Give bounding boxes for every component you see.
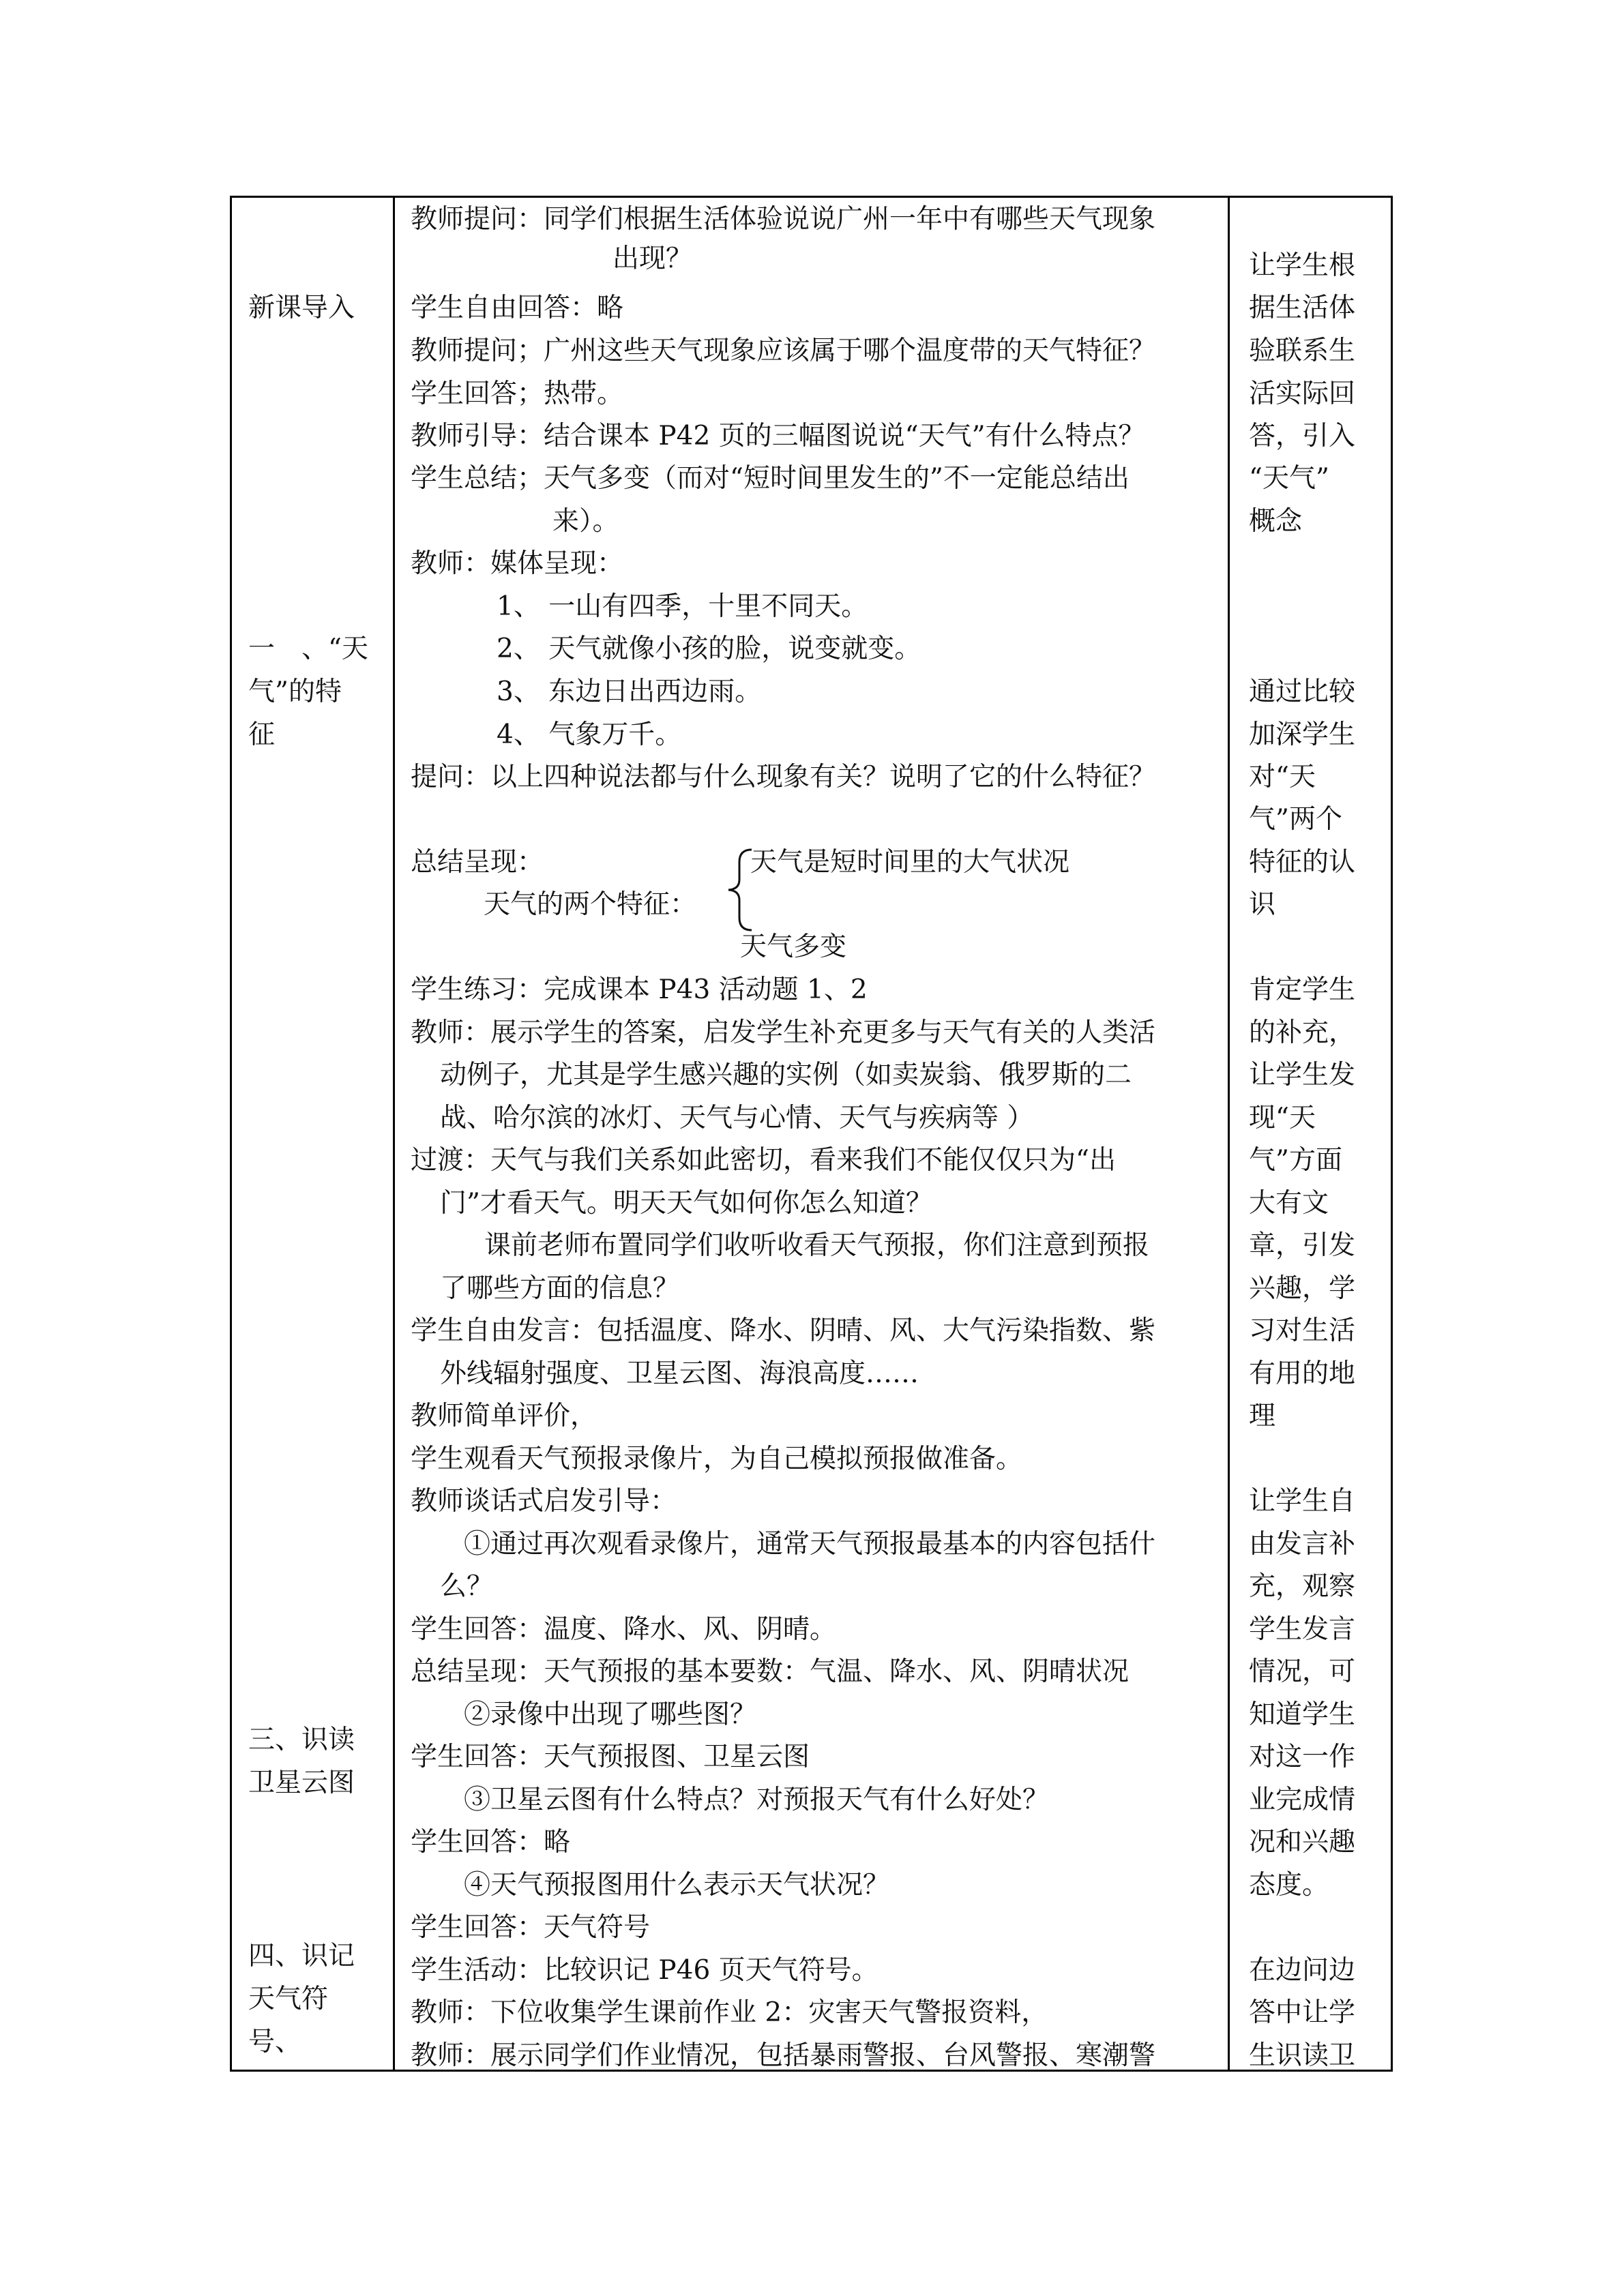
- intent-line: 加深学生: [1249, 719, 1356, 750]
- intent-line: 在边问边: [1249, 1955, 1356, 1986]
- stage-heading: 号、: [248, 2027, 302, 2057]
- intent-line: 业完成情: [1249, 1785, 1356, 1815]
- activity-line: 么？: [440, 1571, 494, 1602]
- intent-line: 肯定学生: [1249, 974, 1356, 1005]
- list-item: 3、 东边日出西边雨。: [497, 676, 762, 707]
- activity-line: 门”才看天气。明天天气如何你怎么知道？: [440, 1188, 932, 1219]
- stage-heading: 新课导入: [248, 293, 355, 323]
- intent-line: 充，观察: [1249, 1571, 1356, 1602]
- activity-line: 教师：展示学生的答案，启发学生补充更多与天气有关的人类活: [411, 1017, 1156, 1048]
- activity-line: 总结呈现：天气预报的基本要数：气温、降水、风、阴晴状况: [411, 1656, 1130, 1687]
- intent-line: 对“天: [1249, 762, 1316, 792]
- activity-line: 教师：媒体呈现：: [411, 548, 624, 579]
- activity-line: 教师简单评价，: [411, 1401, 597, 1431]
- activity-line: 提问：以上四种说法都与什么现象有关？说明了它的什么特征？: [411, 762, 1156, 792]
- intent-line: 据生活体: [1249, 293, 1356, 323]
- intent-line: 大有文: [1249, 1188, 1329, 1219]
- curly-brace-icon: [718, 846, 758, 934]
- activity-line: 教师提问；广州这些天气现象应该属于哪个温度带的天气特征？: [411, 336, 1156, 366]
- intent-line: 兴趣，学: [1249, 1273, 1356, 1304]
- intent-line: 有用的地: [1249, 1358, 1356, 1389]
- stage-heading: 三、识读: [248, 1725, 355, 1755]
- column-divider-1: [393, 198, 395, 2070]
- list-item: 2、 天气就像小孩的脸，说变就变。: [497, 633, 921, 664]
- stage-heading: 天气符: [248, 1984, 329, 2014]
- intent-line: 气”方面: [1249, 1145, 1342, 1176]
- intent-line: 让学生自: [1249, 1486, 1356, 1517]
- intent-line: 生识读卫: [1249, 2040, 1356, 2071]
- activity-line: 教师提问：同学们根据生活体验说说广州一年中有哪些天气现象: [411, 204, 1156, 235]
- activity-line: 课前老师布置同学们收听收看天气预报，你们注意到预报: [484, 1230, 1150, 1261]
- activity-line: 来）。: [552, 506, 619, 537]
- activity-line: 外线辐射强度、卫星云图、海浪高度……: [440, 1358, 919, 1389]
- activity-line: 学生观看天气预报录像片，为自己模拟预报做准备。: [411, 1444, 1023, 1474]
- activity-line: 教师：下位收集学生课前作业 2：灾害天气警报资料，: [411, 1997, 1048, 2028]
- intent-line: 让学生根: [1249, 250, 1356, 281]
- intent-line: 学生发言: [1249, 1614, 1356, 1645]
- intent-line: 情况，可: [1249, 1656, 1356, 1687]
- stage-heading: 气”的特: [248, 676, 342, 707]
- intent-line: 章，引发: [1249, 1230, 1356, 1261]
- intent-line: 现“天: [1249, 1103, 1316, 1133]
- intent-line: 特征的认: [1249, 847, 1356, 878]
- brace-label: 天气的两个特征：: [484, 889, 697, 920]
- activity-line: 教师引导：结合课本 P42 页的三幅图说说“天气”有什么特点？: [411, 421, 1145, 451]
- activity-line: 过渡：天气与我们关系如此密切，看来我们不能仅仅只为“出: [411, 1145, 1116, 1176]
- intent-line: 答，引入: [1249, 421, 1356, 451]
- stage-heading: 卫星云图: [248, 1768, 355, 1798]
- intent-line: 验联系生: [1249, 336, 1356, 366]
- activity-line: 教师谈话式启发引导：: [411, 1486, 677, 1517]
- activity-line: 学生自由发言：包括温度、降水、阴晴、风、大气污染指数、紫: [411, 1315, 1156, 1346]
- activity-line: ②录像中出现了哪些图？: [464, 1699, 757, 1730]
- activity-line: 学生自由回答：略: [411, 293, 624, 323]
- activity-line: ①通过再次观看录像片，通常天气预报最基本的内容包括什: [464, 1529, 1156, 1560]
- intent-line: 知道学生: [1249, 1699, 1356, 1730]
- intent-line: 活实际回: [1249, 378, 1356, 409]
- intent-line: 由发言补: [1249, 1529, 1356, 1560]
- intent-line: 况和兴趣: [1249, 1827, 1356, 1858]
- intent-line: 识: [1249, 889, 1276, 920]
- column-divider-2: [1228, 198, 1230, 2070]
- intent-line: 通过比较: [1249, 676, 1356, 707]
- intent-line: 气”两个: [1249, 804, 1342, 835]
- activity-line: ③卫星云图有什么特点？对预报天气有什么好处？: [464, 1785, 1050, 1815]
- intent-line: 习对生活: [1249, 1315, 1356, 1346]
- activity-line: 学生活动：比较识记 P46 页天气符号。: [411, 1955, 879, 1986]
- intent-line: 态度。: [1249, 1870, 1329, 1900]
- activity-line: 学生总结；天气多变（而对“短时间里发生的”不一定能总结出: [411, 463, 1130, 494]
- activity-line: ④天气预报图用什么表示天气状况？: [464, 1870, 890, 1900]
- intent-line: “天气”: [1249, 463, 1329, 494]
- activity-line: 学生回答：温度、降水、风、阴晴。: [411, 1614, 837, 1645]
- stage-heading: 征: [248, 719, 276, 750]
- activity-line: 出现？: [612, 243, 693, 274]
- intent-line: 的补充，: [1249, 1017, 1356, 1048]
- activity-line: 教师：展示同学们作业情况，包括暴雨警报、台风警报、寒潮警: [411, 2040, 1156, 2071]
- stage-heading: 一 、“天: [248, 633, 368, 664]
- intent-line: 概念: [1249, 506, 1303, 537]
- activity-line: 总结呈现：: [411, 847, 544, 878]
- activity-line: 战、哈尔滨的冰灯、天气与心情、天气与疾病等 ）: [440, 1103, 1034, 1133]
- intent-line: 理: [1249, 1401, 1276, 1431]
- intent-line: 让学生发: [1249, 1060, 1356, 1090]
- activity-line: 学生回答：天气预报图、卫星云图: [411, 1742, 810, 1772]
- intent-line: 答中让学: [1249, 1997, 1356, 2028]
- activity-line: 学生回答；热带。: [411, 378, 624, 409]
- activity-line: 学生回答：天气符号: [411, 1912, 651, 1943]
- list-item: 4、 气象万千。: [497, 719, 682, 750]
- stage-heading: 四、识记: [248, 1941, 355, 1971]
- brace-item-top: 天气是短时间里的大气状况: [750, 847, 1070, 878]
- activity-line: 了哪些方面的信息？: [440, 1273, 680, 1304]
- activity-line: 学生回答：略: [411, 1827, 571, 1858]
- lesson-plan-table: [230, 196, 1393, 2072]
- intent-line: 对这一作: [1249, 1742, 1356, 1772]
- list-item: 1、 一山有四季，十里不同天。: [497, 591, 868, 622]
- activity-line: 学生练习：完成课本 P43 活动题 1、2: [411, 974, 868, 1005]
- brace-item-bottom: 天气多变: [740, 931, 847, 962]
- activity-line: 动例子，尤其是学生感兴趣的实例（如卖炭翁、俄罗斯的二: [440, 1060, 1132, 1090]
